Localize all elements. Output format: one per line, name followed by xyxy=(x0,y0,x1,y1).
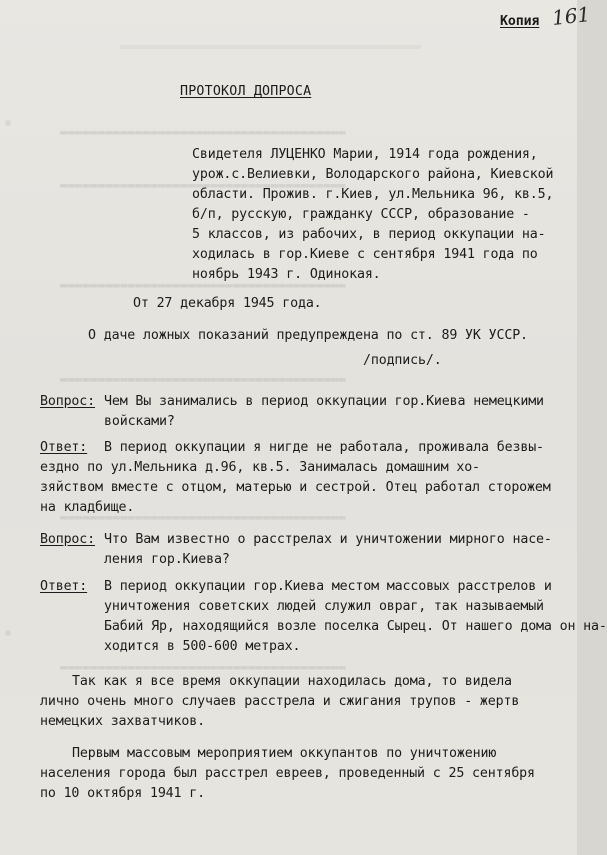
bleed-through-text: ▬▬▬▬▬▬▬▬▬▬▬▬▬▬▬▬▬▬▬▬▬▬▬▬▬▬▬▬▬▬▬▬▬▬▬▬▬▬ xyxy=(60,510,346,524)
perjury-warning: О даче ложных показаний предупреждена по ст. 89 УК УССР. xyxy=(88,328,528,343)
bleed-through-text: ▬▬▬▬▬▬▬▬▬▬▬▬▬▬▬▬▬▬▬▬▬▬▬▬▬▬▬▬▬▬▬▬▬▬▬▬▬▬ xyxy=(60,178,346,192)
punch-hole-mark xyxy=(5,630,11,636)
answer-text: зяйством вместе с отцом, матерью и сестрой. Отец работал сторожем xyxy=(40,480,551,495)
punch-hole-mark xyxy=(5,120,11,126)
testimony-paragraph-line: Так как я все время оккупации находилась дома, то видела xyxy=(72,674,512,689)
question-text: войсками? xyxy=(104,414,175,429)
answer-text: уничтожения советских людей служил овраг, так называемый xyxy=(104,599,544,614)
testimony-paragraph-line: населения города был расстрел евреев, проведенный с 25 сентября xyxy=(40,766,535,781)
testimony-paragraph-line: Первым массовым мероприятием оккупантов по уничтожению xyxy=(72,746,497,761)
answer-text: Бабий Яр, находящийся возле поселка Сырец. От нашего дома он на- xyxy=(104,619,607,634)
interrogation-date: От 27 декабря 1945 года. xyxy=(133,296,322,311)
witness-line: ходилась в гор.Киеве с сентября 1941 года по xyxy=(192,247,538,262)
question-label: Вопрос: xyxy=(40,532,95,547)
answer-text: на кладбище. xyxy=(40,500,135,515)
witness-line: 5 классов, из рабочих, в период оккупации на- xyxy=(192,227,546,242)
answer-label: Ответ: xyxy=(40,440,88,455)
signature-note: /подпись/. xyxy=(363,353,442,368)
bleed-through-text: ▬▬▬▬▬▬▬▬▬▬▬▬▬▬▬▬▬▬▬▬▬▬▬▬▬▬▬▬▬▬▬▬▬▬▬▬▬▬ xyxy=(60,660,346,674)
copy-label: Копия xyxy=(500,14,540,29)
testimony-paragraph-line: немецких захватчиков. xyxy=(40,714,205,729)
question-text: Что Вам известно о расстрелах и уничтожении мирного насе- xyxy=(104,532,552,547)
witness-line: области. Прожив. г.Киев, ул.Мельника 96, кв.5, xyxy=(192,187,554,202)
bleed-through-text: ▬▬▬▬▬▬▬▬▬▬▬▬▬▬▬▬▬▬▬▬▬▬▬▬▬▬▬▬▬▬▬▬▬▬▬▬▬▬ xyxy=(60,125,346,139)
answer-text: ездно по ул.Мельника д.96, кв.5. Занималась домашним хо- xyxy=(40,460,480,475)
handwritten-page-number: 161 xyxy=(550,2,592,30)
answer-text: ходится в 500-600 метрах. xyxy=(104,639,301,654)
witness-line: б/п, русскую, гражданку СССР, образование - xyxy=(192,207,530,222)
question-label: Вопрос: xyxy=(40,394,95,409)
testimony-paragraph-line: по 10 октября 1941 г. xyxy=(40,786,205,801)
question-text: ления гор.Киева? xyxy=(104,552,230,567)
witness-line: Свидетеля ЛУЦЕНКО Марии, 1914 года рождения, xyxy=(192,147,538,162)
answer-text: В период оккупации гор.Киева местом массовых расстрелов и xyxy=(104,579,552,594)
answer-label: Ответ: xyxy=(40,579,88,594)
bleed-through-text: ════════════════════════════════════════ xyxy=(120,40,421,54)
document-title: ПРОТОКОЛ ДОПРОСА xyxy=(180,84,312,99)
question-text: Чем Вы занимались в период оккупации гор.Киева немецкими xyxy=(104,394,544,409)
witness-line: ноябрь 1943 г. Одинокая. xyxy=(192,267,381,282)
answer-text: В период оккупации я нигде не работала, проживала безвы- xyxy=(104,440,544,455)
witness-line: урож.с.Велиевки, Володарского района, Киевской xyxy=(192,167,554,182)
testimony-paragraph-line: лично очень много случаев расстрела и сжигания трупов - жертв xyxy=(40,694,520,709)
bleed-through-text: ▬▬▬▬▬▬▬▬▬▬▬▬▬▬▬▬▬▬▬▬▬▬▬▬▬▬▬▬▬▬▬▬▬▬▬▬▬▬ xyxy=(60,372,346,386)
bleed-through-text: ▬▬▬▬▬▬▬▬▬▬▬▬▬▬▬▬▬▬▬▬▬▬▬▬▬▬▬▬▬▬▬▬▬▬▬▬▬▬ xyxy=(60,278,346,292)
